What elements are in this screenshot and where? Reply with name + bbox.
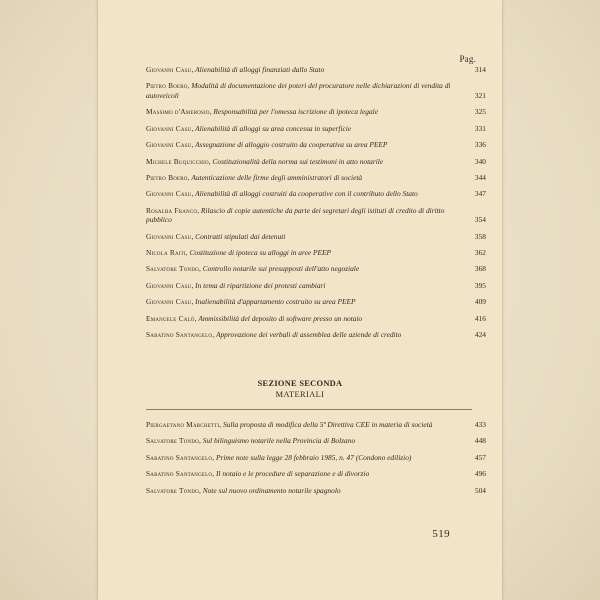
toc-entry-title: Contratti stipulati dai detenuti [195, 231, 286, 241]
toc-entry-page: 347 [474, 189, 486, 199]
toc-entry-author: Piergaetano Marchetti [146, 420, 220, 429]
toc-entry: Salvatore Tondo, Sul bilinguismo notarile nella Provincia di Bolzano 448 [146, 436, 486, 446]
toc-entry: Rosalba Franco, Rilascio di copie autentiche da parte dei segretari degli istituti di credito di diritto pubblico 354 [146, 205, 486, 225]
toc-entry: Nicola Raiti, Costituzione di ipoteca su alloggi in aree PEEP 362 [146, 248, 486, 258]
toc-entry: Giovanni Casu, Assegnazione di alloggio costruito da cooperativa su area PEEP 336 [146, 140, 486, 150]
toc-entry-author: Giovanni Casu [146, 280, 192, 290]
toc-entry-title: Alienabilità di alloggi finanziati dallo Stato [195, 65, 325, 74]
toc-entry-title: Modalità di documentazione dei poteri del procuratore nelle dichiarazioni di vendita di autoveicoli [146, 81, 451, 100]
toc-entry-title: Rilascio di copie autentiche da parte dei segretari degli istituti di credito di diritto pubblico [146, 205, 445, 225]
toc-entry-page: 340 [474, 156, 486, 166]
toc-entry: Michele Buquicchio, Costituzionalità della norma sui testimoni in atto notarile 340 [146, 156, 486, 166]
toc-entry: Giovanni Casu, Contratti stipulati dai detenuti 358 [146, 231, 486, 241]
toc-entry-page: 416 [474, 313, 486, 323]
toc-entry-title: Prime note sulla legge 28 febbraio 1985, n. 47 (Condono edilizio) [215, 452, 412, 462]
toc-entry-author: Salvatore Tondo [146, 485, 199, 495]
toc-entry: Giovanni Casu, Inalienabilità d'appartamento costruito su area PEEP 409 [146, 297, 486, 307]
toc-entry-page: 314 [474, 65, 486, 74]
toc-entry-title: Sul bilinguismo notarile nella Provincia di Bolzano [202, 436, 356, 446]
toc-section-one [146, 65, 486, 346]
toc-entry-author: Pietro Boero [146, 81, 188, 91]
toc-entry-page: 496 [474, 469, 486, 479]
section-heading-subtitle: MATERIALI [275, 390, 325, 399]
toc-section-two [146, 420, 486, 502]
toc-entry-title: Alienabilità di alloggi costruiti da cooperative con il contributo dello Stato [195, 189, 418, 199]
toc-entry-author: Michele Buquicchio [146, 156, 209, 166]
book-page [98, 0, 502, 600]
toc-entry-page: 331 [474, 123, 486, 133]
toc-entry-page: 325 [474, 107, 486, 117]
toc-entry-author: Giovanni Casu [146, 140, 192, 150]
toc-entry: Salvatore Tondo, Controllo notarile sui presupposti dell'atto negoziale 368 [146, 264, 486, 274]
toc-entry-page: 448 [474, 436, 486, 446]
toc-entry-author: Massimo d'Amerosio [146, 107, 210, 117]
toc-entry-page: 344 [474, 172, 486, 182]
toc-entry-page: 362 [474, 248, 486, 258]
toc-entry-title: In tema di ripartizione dei protesti cambiari [195, 280, 326, 290]
page-number: 519 [432, 528, 450, 540]
toc-entry-author: Salvatore Tondo [146, 436, 199, 446]
section-heading [98, 378, 502, 400]
toc-entry-title: Note sul nuovo ordinamento notarile spagnolo [202, 485, 341, 495]
toc-entry-page: 409 [474, 297, 486, 307]
toc-entry-title: Assegnazione di alloggio costruito da cooperativa su area PEEP [195, 140, 388, 150]
toc-entry-title: Costituzione di ipoteca su alloggi in aree PEEP [189, 248, 332, 258]
toc-entry-title: Sulla proposta di modifica della 5ª Direttiva CEE in materia di società [222, 420, 433, 429]
toc-entry: Massimo d'Amerosio, Responsabilità per l'omessa iscrizione di ipoteca legale 325 [146, 107, 486, 117]
toc-entry-page: 457 [474, 452, 486, 462]
toc-entry-author: Giovanni Casu [146, 123, 192, 133]
toc-entry-title: Approvazione dei verbali di assemblea delle aziende di credito [215, 330, 402, 340]
toc-entry-author: Emanuele Calò [146, 313, 195, 323]
toc-entry-author: Giovanni Casu [146, 297, 192, 307]
toc-entry-title: Inalienabilità d'appartamento costruito su area PEEP [195, 297, 356, 307]
toc-entry: Giovanni Casu, Alienabilità di alloggi finanziati dallo Stato 314 [146, 65, 486, 74]
toc-entry-author: Giovanni Casu [146, 189, 192, 199]
toc-entry-page: 424 [474, 330, 486, 340]
toc-entry: Piergaetano Marchetti, Sulla proposta di modifica della 5ª Direttiva CEE in materia di società 433 [146, 420, 486, 429]
page-column-header: Pag. [459, 54, 476, 64]
toc-entry-author: Giovanni Casu [146, 65, 192, 74]
toc-entry-title: Alienabilità di alloggi su area concessa in superficie [195, 123, 352, 133]
toc-entry: Sabatino Santangelo, Approvazione dei verbali di assemblea delle aziende di credito 424 [146, 330, 486, 340]
toc-entry-page: 504 [474, 485, 486, 495]
toc-entry-title: Ammissibilità del deposito di software presso un notaio [198, 313, 363, 323]
toc-entry-title: Costituzionalità della norma sui testimoni in atto notarile [212, 156, 384, 166]
toc-entry-author: Sabatino Santangelo [146, 330, 213, 340]
section-heading-title: SEZIONE SECONDA [257, 379, 343, 388]
toc-entry-author: Sabatino Santangelo [146, 469, 213, 479]
toc-entry-author: Giovanni Casu [146, 231, 192, 241]
toc-entry-title: Il notaio e le procedure di separazione e di divorzio [215, 469, 370, 479]
toc-entry-page: 321 [474, 90, 486, 100]
toc-entry-title: Autenticazione delle firme degli amministratori di società [191, 172, 363, 182]
toc-entry: Salvatore Tondo, Note sul nuovo ordinamento notarile spagnolo 504 [146, 485, 486, 495]
toc-entry-page: 336 [474, 140, 486, 150]
toc-entry: Emanuele Calò, Ammissibilità del deposito di software presso un notaio 416 [146, 313, 486, 323]
toc-entry: Giovanni Casu, Alienabilità di alloggi su area concessa in superficie 331 [146, 123, 486, 133]
toc-entry-author: Rosalba Franco [146, 205, 198, 215]
toc-entry-author: Salvatore Tondo [146, 264, 199, 274]
toc-entry-page: 368 [474, 264, 486, 274]
toc-entry-author: Nicola Raiti [146, 248, 186, 258]
toc-entry: Giovanni Casu, Alienabilità di alloggi costruiti da cooperative con il contributo dello Stato 347 [146, 189, 486, 199]
toc-entry-page: 395 [474, 280, 486, 290]
toc-entry-page: 354 [474, 215, 486, 225]
toc-entry-title: Responsabilità per l'omessa iscrizione di ipoteca legale [213, 107, 378, 117]
toc-entry: Sabatino Santangelo, Prime note sulla legge 28 febbraio 1985, n. 47 (Condono edilizio) 457 [146, 452, 486, 462]
toc-entry-page: 433 [474, 420, 486, 429]
toc-entry: Sabatino Santangelo, Il notaio e le procedure di separazione e di divorzio 496 [146, 469, 486, 479]
toc-entry: Pietro Boero, Modalità di documentazione dei poteri del procuratore nelle dichiarazioni di vendita di autoveicoli 321 [146, 81, 486, 100]
toc-entry-author: Pietro Boero [146, 172, 188, 182]
toc-entry: Giovanni Casu, In tema di ripartizione dei protesti cambiari 395 [146, 280, 486, 290]
toc-entry: Pietro Boero, Autenticazione delle firme degli amministratori di società 344 [146, 172, 486, 182]
section-divider [146, 409, 472, 410]
toc-entry-page: 358 [474, 231, 486, 241]
toc-entry-title: Controllo notarile sui presupposti dell'atto negoziale [202, 264, 360, 274]
toc-entry-author: Sabatino Santangelo [146, 452, 213, 462]
